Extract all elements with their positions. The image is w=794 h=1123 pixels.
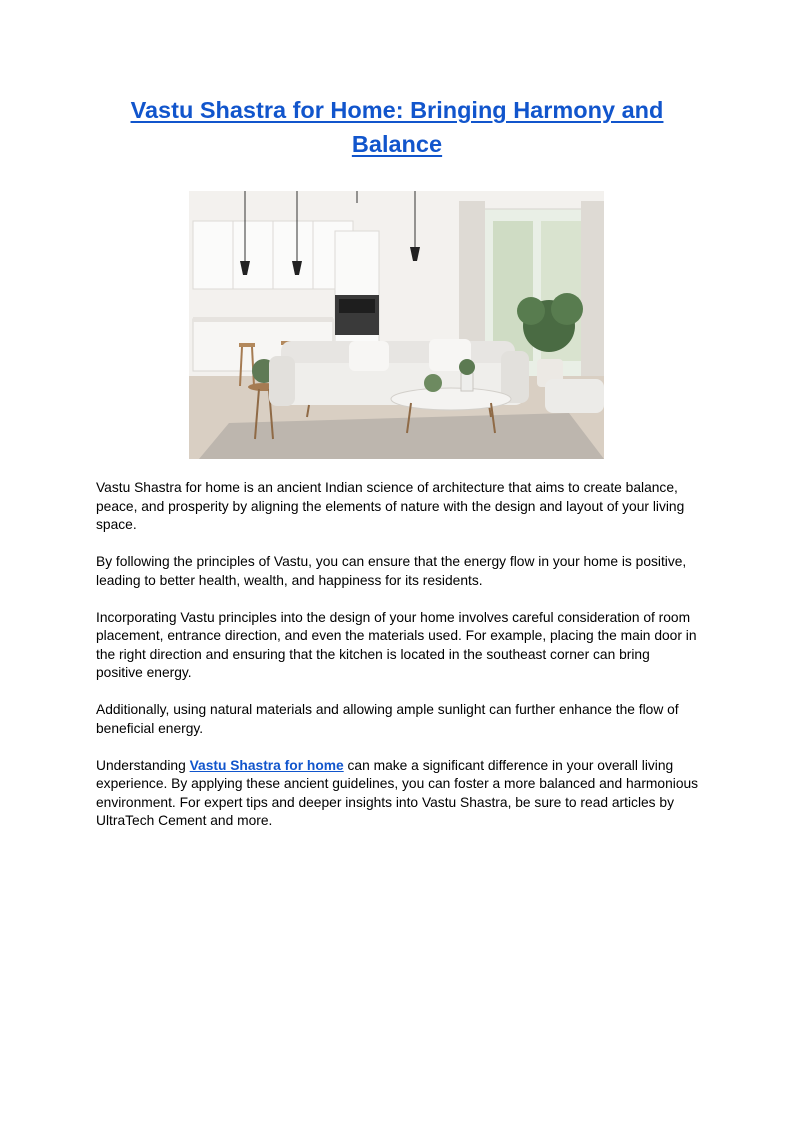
paragraph: Incorporating Vastu principles into the design of your home involves careful consideration of room placement, entrance direction, and even the materials used. For example, placing the main door in the right direction and ensuring that the kitchen is located in the southeast corner can bring positive energy. [96, 609, 697, 680]
closing-text-start: Understanding [96, 757, 190, 773]
paragraph: Vastu Shastra for home is an ancient Indian science of architecture that aims to create balance, peace, and prosperity by aligning the elements of nature with the design and layout of your living space. [96, 480, 685, 532]
vastu-shastra-link[interactable]: Vastu Shastra for home [189, 757, 344, 773]
article-body [96, 479, 700, 849]
title-link[interactable]: Vastu Shastra for Home: Bringing Harmony and Balance [130, 97, 664, 157]
closing-text-end: can make a significant difference in your overall living experience. By applying these ancient guidelines, you can foster a more balanced and harmonious environment. For expert tips and deeper insights into Vastu Shastra, be sure to read articles by UltraTech Cement and more. [96, 757, 699, 828]
hero-image [189, 191, 604, 459]
page-title[interactable] [96, 93, 698, 161]
paragraph: Additionally, using natural materials and allowing ample sunlight can further enhance the flow of beneficial energy. [96, 702, 679, 736]
living-room-illustration [189, 191, 604, 459]
closing-paragraph [96, 757, 700, 831]
paragraph: By following the principles of Vastu, you can ensure that the energy flow in your home is positive, leading to better health, wealth, and happiness for its residents. [96, 554, 687, 588]
